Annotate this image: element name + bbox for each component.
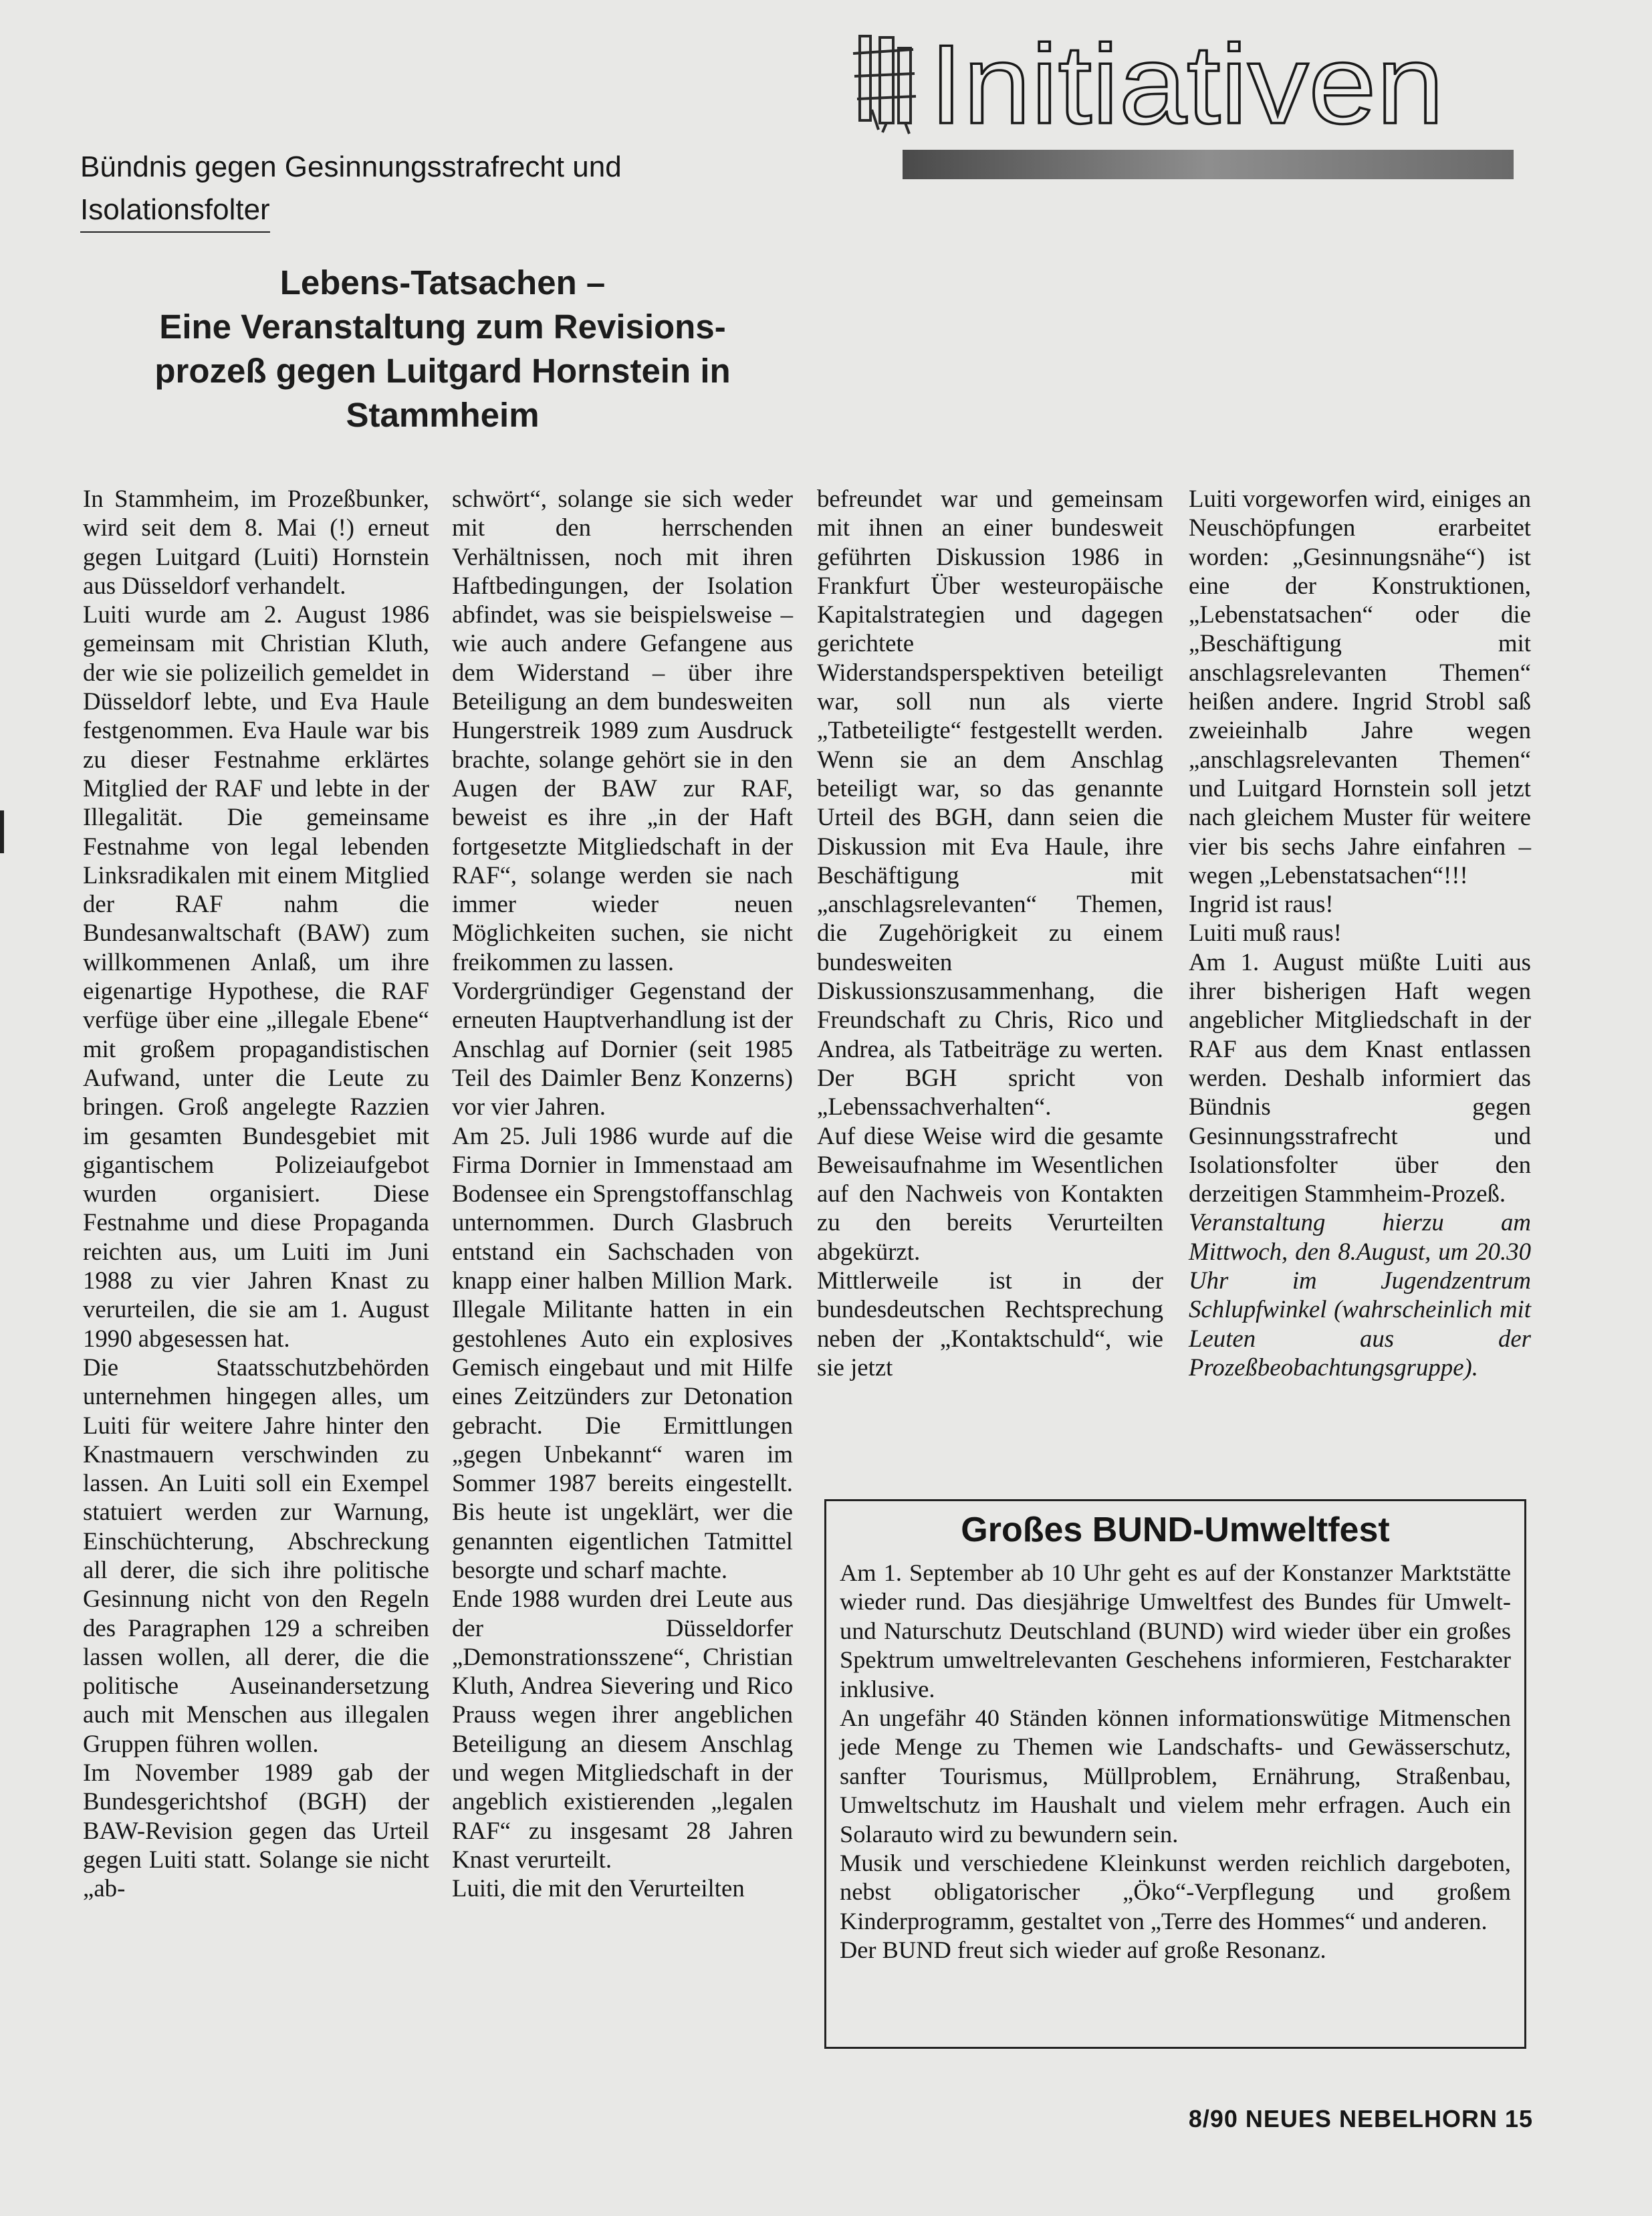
header-gradient-bar	[903, 150, 1514, 179]
paragraph: Im November 1989 gab der Bundesgerichtshof (BGH) der BAW-Revision gegen das Urteil gegen Luiti statt. Solange sie nicht „ab-	[83, 1759, 429, 1902]
organization-name-line2: Isolationsfolter	[80, 189, 270, 233]
headline-line: Lebens-Tatsachen –	[279, 263, 606, 302]
paragraph: Luiti, die mit den Verurteilten	[452, 1874, 745, 1902]
paragraph: Musik und verschiedene Kleinkunst werden reichlich dargeboten, nebst obligatorischer „Öko“-Verpflegung und großem Kinderprogramm, gestaltet von „Terre des Hommes“ und anderen.	[840, 1850, 1511, 1934]
paragraph: befreundet war und gemeinsam mit ihnen an einer bundesweit geführten Diskussion 1986 in Frankfurt Über westeuropäische Kapitalstrategien und dagegen gerichtete Widerstandsperspektiven beteiligt war, soll nun als vierte „Tatbeteiligte“ festgestellt werden. Wenn sie an dem Anschlag beteiligt war, so das genannte Urteil des BGH, dann seien die Diskussion mit Eva Haule, ihre Beschäftigung mit „anschlagsrelevanten“ Themen, die Zugehörigkeit zu einem bundesweiten Diskussionszusammenhang, die Freundschaft zu Chris, Rico und Andrea, als Tatbeiträge zu werten. Der BGH spricht von „Lebenssachverhalten“.	[817, 485, 1163, 1121]
event-notice: Veranstaltung hierzu am Mittwoch, den 8.August, um 20.30 Uhr im Jugendzentrum Schlupfwinkel (wahrscheinlich mit Leuten aus der Prozeßbeobachtungsgruppe).	[1189, 1208, 1531, 1381]
paragraph: Vordergründiger Gegenstand der erneuten Hauptverhandlung ist der Anschlag auf Dornier (seit 1985 Teil des Daimler Benz Konzerns) vor vier Jahren.	[452, 977, 793, 1121]
paragraph: Ingrid ist raus!	[1189, 890, 1334, 918]
headline-line: Eine Veranstaltung zum Revisions-	[159, 308, 726, 346]
paragraph: Die Staatsschutzbehörden unternehmen hingegen alles, um Luiti für weitere Jahre hinter den Knastmauern verschwinden zu lassen. An Luiti soll ein Exempel statuiert werden zur Warnung, Einschüchterung, Abschreckung all derer, die sich ihre politische Gesinnung nicht von den Regeln des Paragraphen 129 a schreiben lassen wollen, all derer, die die politische Auseinandersetzung auch mit Menschen aus illegalen Gruppen führen wollen.	[83, 1353, 429, 1757]
paragraph: schwört“, solange sie sich weder mit den herrschenden Verhältnissen, noch mit ihren Haftbedingungen, der Isolation abfindet, was sie beispielsweise – wie auch andere Gefangene aus dem Widerstand – über ihre Beteiligung an dem bundesweiten Hungerstreik 1989 zum Ausdruck brachte, solange gehört sie in den Augen der BAW zur RAF, beweist es ihre „in der Haft fortgesetzte Mitgliedschaft in der RAF“, solange werden sie nach immer wieder neuen Möglichkeiten suchen, sie nicht freikommen zu lassen.	[452, 485, 793, 976]
paragraph: In Stammheim, im Prozeßbunker, wird seit dem 8. Mai (!) erneut gegen Luitgard (Luiti) Hornstein aus Düsseldorf verhandelt.	[83, 485, 429, 599]
article-column-4	[1189, 484, 1531, 1381]
paragraph: Luiti muß raus!	[1189, 919, 1342, 947]
section-title: Initiativen	[929, 29, 1444, 136]
organization-name	[80, 146, 782, 233]
hand-drawn-i-icon	[853, 36, 916, 134]
paragraph: Mittlerweile ist in der bundesdeutschen Rechtsprechung neben der „Kontaktschuld“, wie sie jetzt	[817, 1266, 1163, 1381]
bund-umweltfest-box	[824, 1499, 1526, 2049]
paragraph: Am 25. Juli 1986 wurde auf die Firma Dornier in Immenstaad am Bodensee ein Sprengstoffanschlag unternommen. Durch Glasbruch entstand ein Sachschaden von knapp einer halben Million Mark. Illegale Militante hatten in ein gestohlenes Auto ein explosives Gemisch eingebaut und mit Hilfe eines Zeitzünders zur Detonation gebracht. Die Ermittlungen „gegen Unbekannt“ waren im Sommer 1987 bereits eingestellt. Bis heute ist ungeklärt, wer die genannten eigentlichen Tatmittel besorgte und scharf machte.	[452, 1121, 793, 1583]
edge-mark	[0, 810, 4, 853]
paragraph: Am 1. September ab 10 Uhr geht es auf der Konstanzer Marktstätte wieder rund. Das diesjährige Umweltfest des Bundes für Umwelt- und Naturschutz Deutschland (BUND) wird wieder über ein großes Spektrum umweltrelevanten Geschehens informieren, Festcharakter inklusive.	[840, 1559, 1511, 1702]
paragraph: Ende 1988 wurden drei Leute aus der Düsseldorfer „Demonstrationsszene“, Christian Kluth, Andrea Sievering und Rico Prauss wegen ihrer angeblichen Beteiligung an diesem Anschlag und wegen Mitgliedschaft in der angeblich existierenden „legalen RAF“ zu insgesamt 28 Jahren Knast verurteilt.	[452, 1585, 793, 1873]
article-column-3	[817, 484, 1163, 1381]
article-column-1	[83, 484, 429, 1903]
paragraph: Luiti vorgeworfen wird, einiges an Neuschöpfungen erarbeitet worden: „Gesinnungsnähe“) ist eine der Konstruktionen, „Lebenstatsachen“ oder die „Beschäftigung mit anschlagsrelevanten Themen“ heißen andere. Ingrid Strobl saß zweieinhalb Jahre wegen „anschlagsrelevanten Themen“ und Luitgard Hornstein soll jetzt nach gleichem Muster für weitere vier bis sechs Jahre einfahren – wegen „Lebenstatsachen“!!!	[1189, 485, 1531, 889]
headline-line: prozeß gegen Luitgard Hornstein in	[154, 352, 731, 390]
organization-name-line1: Bündnis gegen Gesinnungsstrafrecht und	[80, 150, 622, 183]
paragraph: Auf diese Weise wird die gesamte Beweisaufnahme im Wesentlichen auf den Nachweis von Kontakten zu den bereits Verurteilten abgekürzt.	[817, 1121, 1163, 1265]
page-folio: 8/90 NEUES NEBELHORN 15	[1188, 2105, 1533, 2132]
headline-line: Stammheim	[346, 396, 540, 434]
section-header-initiativen	[850, 29, 1452, 136]
article-column-2	[452, 484, 793, 1903]
paragraph: Der BUND freut sich wieder auf große Resonanz.	[840, 1936, 1326, 1964]
paragraph: Am 1. August müßte Luiti aus ihrer bisherigen Haft wegen angeblicher Mitgliedschaft in der RAF aus dem Knast entlassen werden. Deshalb informiert das Bündnis gegen Gesinnungsstrafrecht und Isolationsfolter über den derzeitigen Stammheim-Prozeß.	[1189, 948, 1531, 1208]
box-title: Großes BUND-Umweltfest	[961, 1511, 1390, 1549]
paragraph: Luiti wurde am 2. August 1986 gemeinsam mit Christian Kluth, der wie sie polizeilich gemeldet in Düsseldorf lebte, und Eva Haule festgenommen. Eva Haule war bis zu dieser Festnahme erklärtes Mitglied der RAF und lebte in der Illegalität. Die gemeinsame Festnahme von legal lebenden Linksradikalen mit einem Mitglied der RAF nahm die Bundesanwaltschaft (BAW) zum willkommenen Anlaß, um ihre eigenartige Hypothese, die RAF verfüge über eine „illegale Ebene“ mit großem propagandistischen Aufwand, unter die Leute zu bringen. Groß angelegte Razzien im gesamten Bundesgebiet mit gigantischem Polizeiaufgebot wurden organisiert. Diese Festnahme und diese Propaganda reichten aus, um Luiti im Juni 1988 zu vier Jahren Knast zu verurteilen, die sie am 1. August 1990 abgesessen hat.	[83, 600, 429, 1352]
paragraph: An ungefähr 40 Ständen können informationswütige Mitmenschen jede Menge zu Themen wie Landschafts- und Gewässerschutz, sanfter Tourismus, Müllproblem, Ernährung, Straßenbau, Umweltschutz im Haushalt und vielem mehr erfragen. Auch ein Solarauto wird zu bewundern sein.	[840, 1704, 1511, 1848]
article-headline	[75, 261, 810, 437]
